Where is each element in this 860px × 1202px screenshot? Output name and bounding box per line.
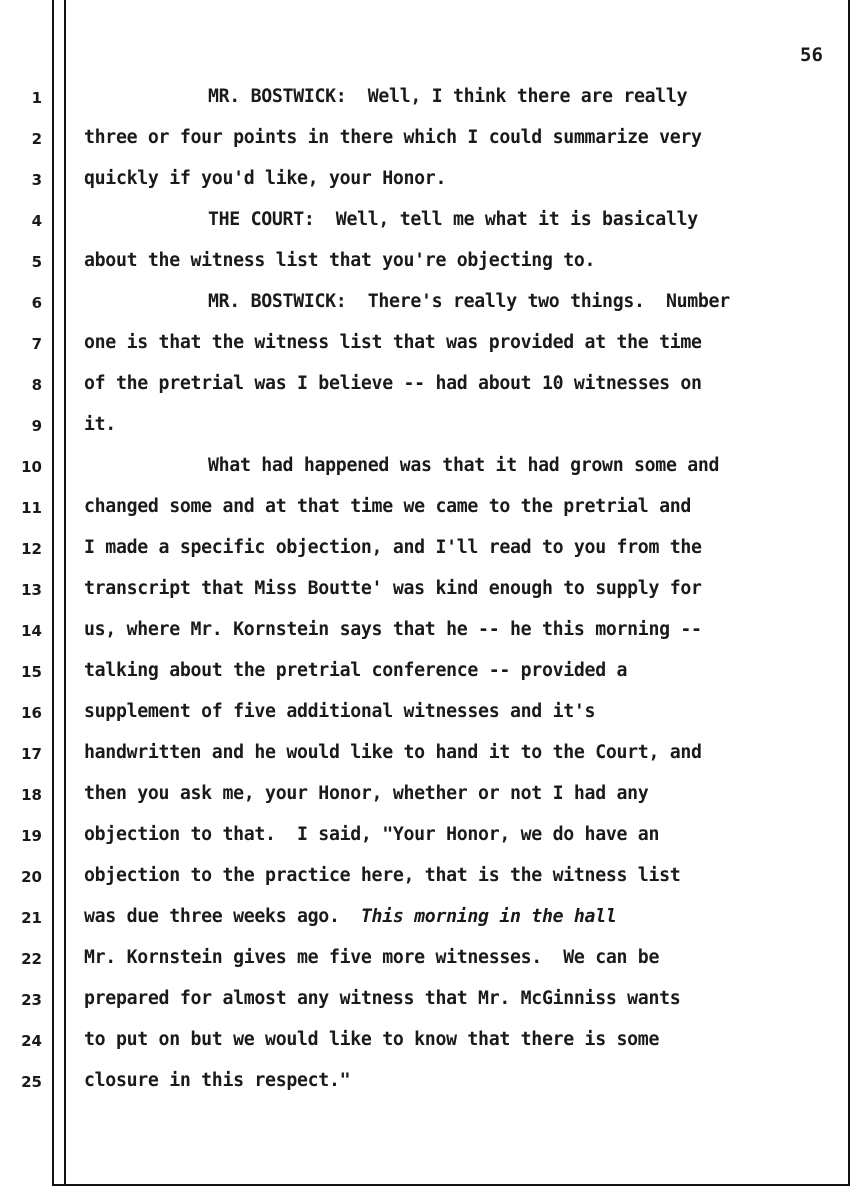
text-segment: it. bbox=[84, 414, 116, 435]
line-number: 25 bbox=[21, 1073, 42, 1091]
text-segment: about the witness list that you're objecting to. bbox=[84, 250, 596, 271]
text-segment: talking about the pretrial conference -- provided a bbox=[84, 660, 628, 681]
transcript-line bbox=[84, 250, 595, 271]
line-number: 21 bbox=[21, 909, 42, 927]
line-number: 20 bbox=[21, 868, 42, 886]
line-number: 11 bbox=[21, 499, 42, 517]
text-segment: Mr. Kornstein gives me five more witnesses. We can be bbox=[84, 947, 660, 968]
line-number: 13 bbox=[21, 581, 42, 599]
text-segment: closure in this respect." bbox=[84, 1070, 351, 1091]
transcript-line bbox=[84, 1070, 350, 1091]
transcript-line bbox=[84, 783, 648, 804]
transcript-line bbox=[84, 537, 702, 558]
text-segment: objection to the practice here, that is the witness list bbox=[84, 865, 681, 886]
line-number: 18 bbox=[21, 786, 42, 804]
transcript-line bbox=[84, 414, 116, 435]
text-segment: of the pretrial was I believe -- had about 10 witnesses on bbox=[84, 373, 702, 394]
line-number: 9 bbox=[31, 417, 42, 435]
right-margin-rule bbox=[848, 0, 850, 1186]
text-segment: MR. BOSTWICK: Well, I think there are really bbox=[208, 86, 688, 107]
line-number: 17 bbox=[21, 745, 42, 763]
text-segment: What had happened was that it had grown some and bbox=[208, 455, 720, 476]
text-segment: objection to that. I said, "Your Honor, we do have an bbox=[84, 824, 660, 845]
line-number: 10 bbox=[21, 458, 42, 476]
text-segment: then you ask me, your Honor, whether or not I had any bbox=[84, 783, 649, 804]
line-number: 5 bbox=[31, 253, 42, 271]
text-segment: changed some and at that time we came to the pretrial and bbox=[84, 496, 692, 517]
text-segment: THE COURT: Well, tell me what it is basically bbox=[208, 209, 698, 230]
text-segment: handwritten and he would like to hand it to the Court, and bbox=[84, 742, 702, 763]
text-segment: was due three weeks ago. bbox=[84, 906, 361, 927]
line-number: 4 bbox=[31, 212, 42, 230]
line-number: 19 bbox=[21, 827, 42, 845]
transcript-line bbox=[84, 373, 702, 394]
text-segment: three or four points in there which I could summarize very bbox=[84, 127, 702, 148]
left-margin-rule-inner bbox=[64, 0, 66, 1186]
text-segment: transcript that Miss Boutte' was kind enough to supply for bbox=[84, 578, 702, 599]
transcript-line bbox=[84, 168, 446, 189]
transcript-line bbox=[84, 742, 702, 763]
transcript-line bbox=[84, 578, 702, 599]
line-number: 14 bbox=[21, 622, 42, 640]
line-number: 7 bbox=[31, 335, 42, 353]
transcript-line bbox=[84, 496, 691, 517]
line-number: 22 bbox=[21, 950, 42, 968]
transcript-line bbox=[84, 619, 702, 640]
line-number: 1 bbox=[31, 89, 42, 107]
transcript-line bbox=[84, 947, 659, 968]
bottom-margin-rule bbox=[52, 1184, 850, 1186]
transcript-line bbox=[208, 86, 687, 107]
page-number: 56 bbox=[800, 44, 823, 66]
text-segment: one is that the witness list that was provided at the time bbox=[84, 332, 702, 353]
text-segment: quickly if you'd like, your Honor. bbox=[84, 168, 447, 189]
transcript-line bbox=[84, 701, 595, 722]
transcript-line bbox=[84, 127, 702, 148]
transcript-line bbox=[208, 209, 698, 230]
line-number: 3 bbox=[31, 171, 42, 189]
transcript-line bbox=[84, 988, 680, 1009]
line-number: 6 bbox=[31, 294, 42, 312]
line-number: 15 bbox=[21, 663, 42, 681]
text-segment: supplement of five additional witnesses and it's bbox=[84, 701, 596, 722]
line-number: 16 bbox=[21, 704, 42, 722]
text-segment: prepared for almost any witness that Mr. McGinniss wants bbox=[84, 988, 681, 1009]
line-number: 24 bbox=[21, 1032, 42, 1050]
transcript-line bbox=[84, 906, 617, 927]
text-segment: us, where Mr. Kornstein says that he -- he this morning -- bbox=[84, 619, 702, 640]
line-number: 23 bbox=[21, 991, 42, 1009]
text-segment: I made a specific objection, and I'll read to you from the bbox=[84, 537, 702, 558]
left-margin-rule bbox=[52, 0, 54, 1186]
transcript-line bbox=[208, 455, 719, 476]
transcript-line bbox=[84, 865, 680, 886]
line-number: 2 bbox=[31, 130, 42, 148]
transcript-line bbox=[84, 332, 702, 353]
transcript-line bbox=[208, 291, 730, 312]
line-number: 8 bbox=[31, 376, 42, 394]
line-number: 12 bbox=[21, 540, 42, 558]
transcript-line bbox=[84, 824, 659, 845]
transcript-line bbox=[84, 660, 627, 681]
text-segment: to put on but we would like to know that there is some bbox=[84, 1029, 660, 1050]
transcript-line bbox=[84, 1029, 659, 1050]
text-segment: MR. BOSTWICK: There's really two things. Number bbox=[208, 291, 730, 312]
italic-text-segment: This morning in the hall bbox=[360, 906, 617, 927]
